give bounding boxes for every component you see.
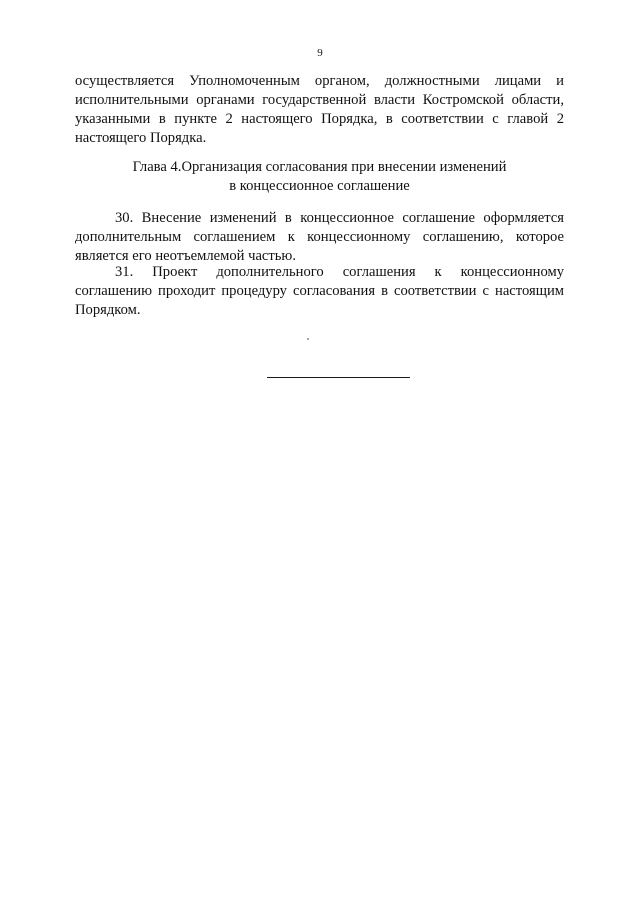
chapter-heading [75, 158, 564, 196]
end-of-document-rule [267, 377, 410, 378]
paragraph-item-31: 31. Проект дополнительного соглашения к концессионному соглашению проходит процедуру согласования в соответствии с настоящим Порядком. [75, 264, 564, 318]
chapter-heading-line-1: Глава 4.Организация согласования при внесении изменений [132, 159, 507, 175]
paragraph-intro: осуществляется Уполномоченным органом, должностными лицами и исполнительными органами государственной власти Костромской области, указанными в пункте 2 настоящего Порядка, в соответствии с главой 2 настоящего Порядка. [75, 73, 564, 146]
chapter-heading-line-2: в концессионное соглашение [229, 178, 410, 194]
scan-dot-mark [307, 338, 309, 340]
paragraph-item-30: 30. Внесение изменений в концессионное соглашение оформляется дополнительным соглашением к концессионному соглашению, которое является его неотъемлемой частью. [75, 210, 564, 264]
page-number: 9 [317, 47, 323, 59]
